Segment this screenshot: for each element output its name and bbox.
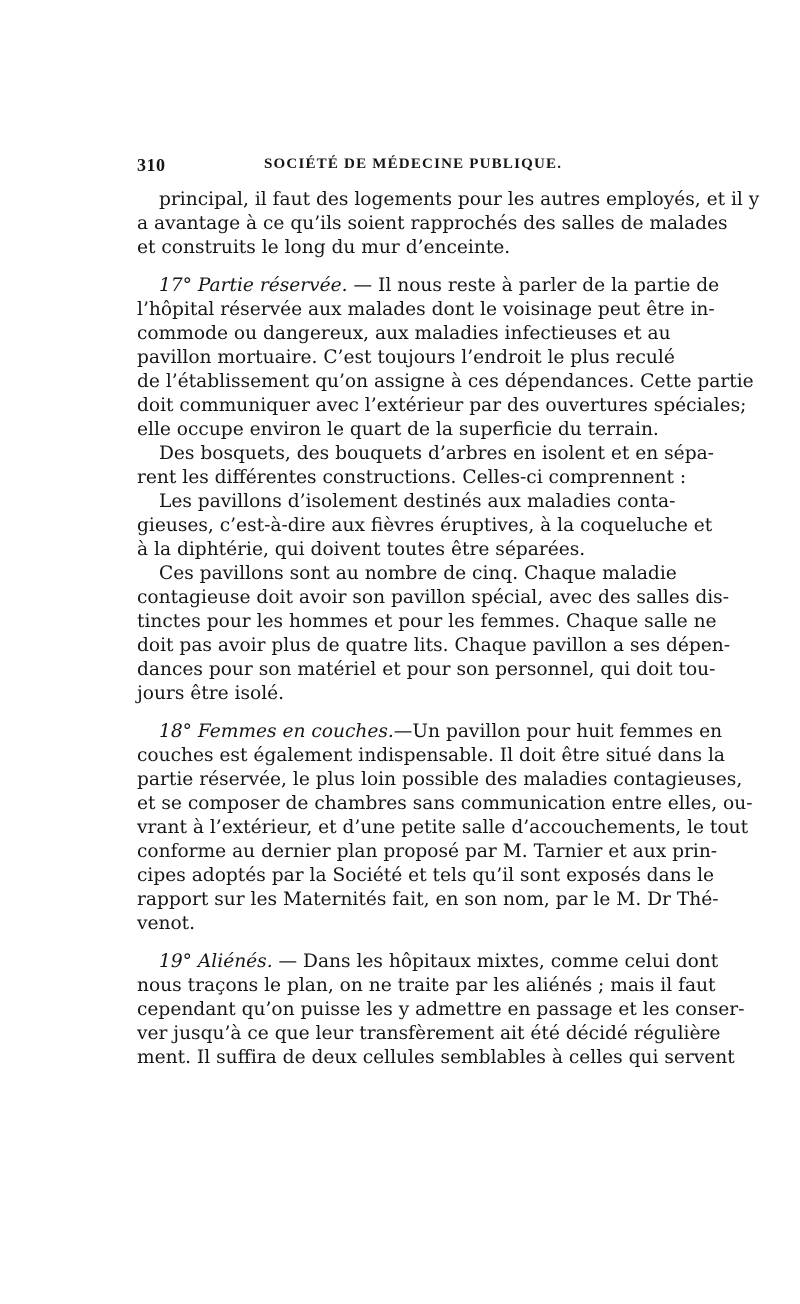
text-line: doit communiquer avec l’extérieur par des ouvertures spéciales; (137, 395, 747, 416)
text-line: Ces pavillons sont au nombre de cinq. Chaque maladie (159, 563, 677, 584)
paragraph (137, 950, 745, 1070)
section-heading: 17° Partie réservée. (159, 275, 348, 296)
text-line: doit pas avoir plus de quatre lits. Chaque pavillon a ses dépen- (137, 635, 731, 656)
paragraph (137, 490, 713, 562)
text-line: ver jusqu’à ce que leur transfèrement ait été décidé régulière (137, 1023, 721, 1044)
text-line: principal, il faut des logements pour les autres employés, et il y (159, 189, 760, 210)
text-line: partie réservée, le plus loin possible des maladies contagieuses, (137, 769, 743, 790)
text-line: et se composer de chambres sans communication entre elles, ou- (137, 793, 753, 814)
text-line: et construits le long du mur d’enceinte. (137, 237, 511, 258)
text-line: conforme au dernier plan proposé par M. Tarnier et aux prin- (137, 841, 718, 862)
text-line: jours être isolé. (137, 683, 285, 704)
text-line: couches est également indispensable. Il doit être situé dans la (137, 745, 725, 766)
text-line: nous traçons le plan, on ne traite par les aliénés ; mais il faut (137, 975, 716, 996)
text-line (137, 950, 719, 974)
text-line: de l’établissement qu’on assigne à ces dépendances. Cette partie (137, 371, 754, 392)
text-line: elle occupe environ le quart de la superficie du terrain. (137, 419, 659, 440)
text-line: l’hôpital réservée aux malades dont le voisinage peut être in- (137, 299, 715, 320)
body-text (137, 188, 760, 1070)
heading-continuation: — Il nous reste à parler de la partie de (347, 275, 720, 296)
text-line: tinctes pour les hommes et pour les femmes. Chaque salle ne (137, 611, 717, 632)
text-line: contagieuse doit avoir son pavillon spécial, avec des salles dis- (137, 587, 730, 608)
paragraph (137, 720, 753, 936)
paragraph (137, 188, 760, 260)
text-line: gieuses, c’est-à-dire aux fièvres éruptives, à la coqueluche et (137, 515, 713, 536)
text-line: pavillon mortuaire. C’est toujours l’endroit le plus reculé (137, 347, 675, 368)
text-line: a avantage à ce qu’ils soient rapprochés des salles de malades (137, 213, 728, 234)
paragraph (137, 562, 731, 706)
text-line: dances pour son matériel et pour son personnel, qui doit tou- (137, 659, 716, 680)
book-page (137, 152, 760, 1070)
paragraph (137, 274, 754, 442)
heading-continuation: — Dans les hôpitaux mixtes, comme celui dont (272, 951, 719, 972)
text-line: Des bosquets, des bouquets d’arbres en isolent et en sépa- (159, 443, 714, 464)
running-title: SOCIÉTÉ DE MÉDECINE PUBLIQUE. (264, 156, 563, 172)
section-heading: 18° Femmes en couches. (159, 721, 394, 742)
heading-continuation: —Un pavillon pour huit femmes en (393, 721, 723, 742)
text-line: rent les différentes constructions. Celles-ci comprennent : (137, 467, 687, 488)
page-number: 310 (137, 155, 166, 175)
text-line: cependant qu’on puisse les y admettre en passage et les conser- (137, 999, 745, 1020)
text-line: vrant à l’extérieur, et d’une petite salle d’accouchements, le tout (137, 817, 749, 838)
text-line: à la diphtérie, qui doivent toutes être séparées. (137, 539, 586, 560)
text-line: commode ou dangereux, aux maladies infectieuses et au (137, 323, 671, 344)
text-line: ment. Il suffira de deux cellules semblables à celles qui servent (137, 1047, 735, 1068)
paragraph (137, 442, 714, 490)
text-line: rapport sur les Maternités fait, en son nom, par le M. Dr Thé- (137, 889, 719, 910)
text-line (137, 720, 723, 744)
text-line: venot. (137, 913, 196, 934)
text-line: cipes adoptés par la Société et tels qu’il sont exposés dans le (137, 865, 715, 886)
running-head (137, 152, 669, 182)
text-line (137, 274, 720, 298)
section-heading: 19° Aliénés. (159, 951, 273, 972)
text-line: Les pavillons d’isolement destinés aux maladies conta- (159, 491, 676, 512)
